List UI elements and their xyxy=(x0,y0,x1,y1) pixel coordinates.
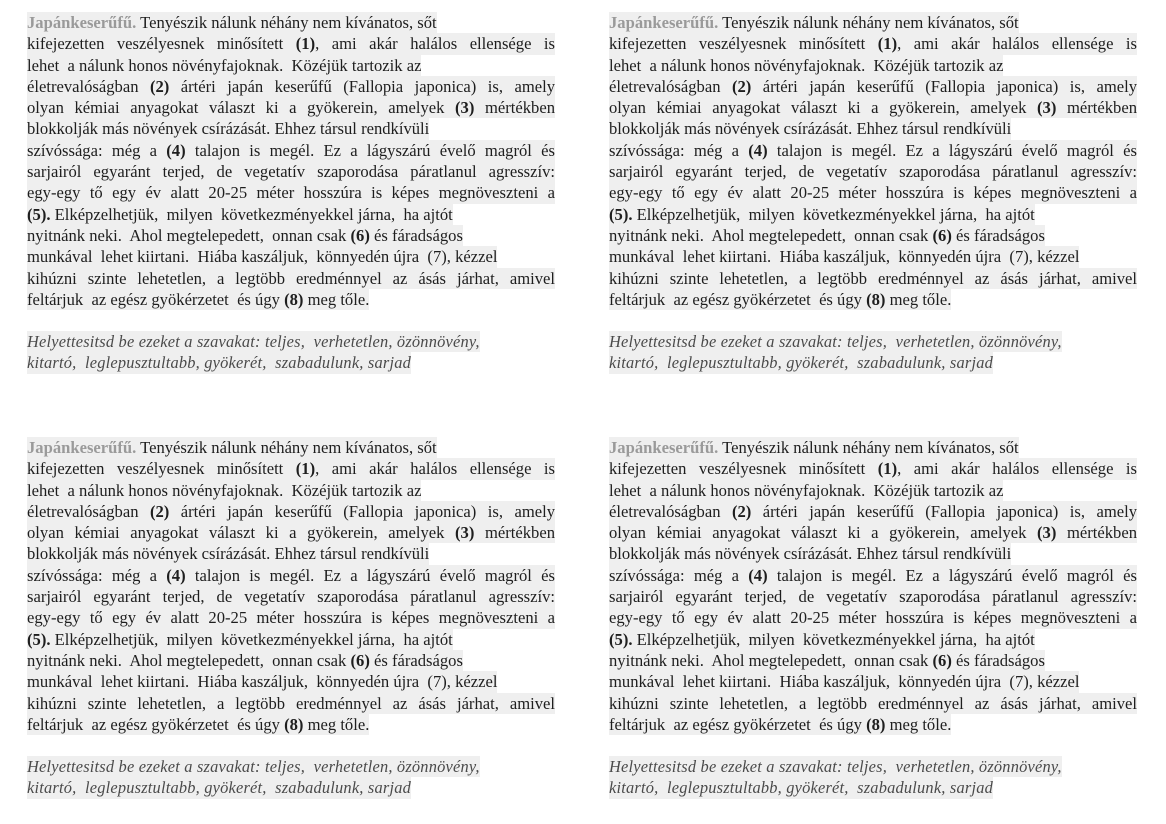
text-segment: életrevalóságban xyxy=(27,76,150,96)
paragraph-line xyxy=(27,501,555,522)
text-segment: mértékben xyxy=(1056,98,1137,118)
exercise-paragraph xyxy=(27,437,567,735)
paragraph-line xyxy=(609,140,1137,161)
text-segment: sarjairól egyaránt terjed, de vegetatív szaporodása páratlanul agresszív: xyxy=(27,162,555,182)
paragraph-line xyxy=(609,543,1011,564)
paragraph-line xyxy=(609,586,1137,607)
text-segment: és fáradságos xyxy=(951,225,1045,245)
text-segment: kifejezetten veszélyesnek minősített xyxy=(27,34,296,54)
exercise-paragraph xyxy=(27,12,567,310)
paragraph-line xyxy=(27,268,555,289)
text-segment: munkával lehet kiirtani. Hiába kaszáljuk, könnyedén újra (7), kézzel xyxy=(27,672,498,692)
word-bank-line: Helyettesitsd be ezeket a szavakat: teljes, verhetetlen, özönnövény, xyxy=(27,757,480,777)
text-segment: , ami akár halálos ellensége is xyxy=(897,459,1137,479)
text-segment: Elképzelhetjük, milyen következményekkel járna, ha ajtót xyxy=(50,204,453,224)
text-segment: blokkolják más növények csírázását. Ehhez társul rendkívüli xyxy=(27,119,430,139)
exercise-paragraph xyxy=(609,437,1149,735)
text-segment: egy-egy tő egy év alatt 20-25 méter hosszúra is képes megnöveszteni a xyxy=(27,183,555,203)
text-segment: ártéri japán keserűfű (Fallopia japonica) is, amely xyxy=(751,501,1137,521)
paragraph-line xyxy=(27,182,555,203)
paragraph-line xyxy=(609,289,951,310)
text-segment: kifejezetten veszélyesnek minősített xyxy=(609,459,878,479)
paragraph-line xyxy=(27,693,555,714)
paragraph-line xyxy=(609,182,1137,203)
text-segment: lehet a nálunk honos növényfajoknak. Közéjük tartozik az xyxy=(27,480,422,500)
text-segment: életrevalóságban xyxy=(609,76,732,96)
exercise-paragraph xyxy=(609,12,1149,310)
text-segment: mértékben xyxy=(474,523,555,543)
text-segment: lehet a nálunk honos növényfajoknak. Közéjük tartozik az xyxy=(27,55,422,75)
text-segment: szívóssága: még a xyxy=(609,140,749,160)
text-segment: talajon is megél. Ez a lágyszárú évelő magról és xyxy=(185,565,555,585)
word-bank-line: Helyettesitsd be ezeket a szavakat: teljes, verhetetlen, özönnövény, xyxy=(609,332,1062,352)
word-bank-instructions xyxy=(27,331,567,374)
paragraph-line xyxy=(27,140,555,161)
text-segment: sarjairól egyaránt terjed, de vegetatív szaporodása páratlanul agresszív: xyxy=(609,162,1137,182)
text-segment: mértékben xyxy=(1056,523,1137,543)
gap-number: (5). xyxy=(609,204,633,224)
text-segment: Elképzelhetjük, milyen következményekkel járna, ha ajtót xyxy=(50,629,453,649)
exercise-block xyxy=(609,12,1149,374)
exercise-title: Japánkeserűfű. xyxy=(609,13,719,32)
gap-number: (3) xyxy=(455,523,475,543)
exercise-block xyxy=(609,437,1149,799)
paragraph-line xyxy=(609,629,1035,650)
text-segment: nyitnánk neki. Ahol megtelepedett, onnan csak xyxy=(609,650,933,670)
paragraph-line xyxy=(27,650,463,671)
paragraph-line xyxy=(27,33,555,54)
gap-number: (6) xyxy=(932,650,952,670)
text-segment: , ami akár halálos ellensége is xyxy=(315,459,555,479)
text-segment: , ami akár halálos ellensége is xyxy=(897,34,1137,54)
text-segment: lehet a nálunk honos növényfajoknak. Közéjük tartozik az xyxy=(609,480,1004,500)
text-segment: Tenyészik nálunk néhány nem kívánatos, sőt xyxy=(136,438,437,457)
gap-number: (3) xyxy=(1037,98,1057,118)
gap-number: (1) xyxy=(295,34,316,54)
text-segment: feltárjuk az egész gyökérzetet és úgy xyxy=(609,289,867,309)
gap-number: (2) xyxy=(731,501,752,521)
text-segment: szívóssága: még a xyxy=(27,140,167,160)
word-bank-instructions xyxy=(609,756,1149,799)
exercise-title: Japánkeserűfű. xyxy=(609,438,719,457)
paragraph-line xyxy=(609,76,1137,97)
text-segment: Tenyészik nálunk néhány nem kívánatos, sőt xyxy=(718,438,1019,457)
text-segment: talajon is megél. Ez a lágyszárú évelő magról és xyxy=(185,140,555,160)
paragraph-line xyxy=(27,629,453,650)
text-segment: ártéri japán keserűfű (Fallopia japonica) is, amely xyxy=(169,501,555,521)
text-segment: nyitnánk neki. Ahol megtelepedett, onnan csak xyxy=(27,650,351,670)
text-segment: meg tőle. xyxy=(303,714,370,734)
word-bank-instructions xyxy=(27,756,567,799)
paragraph-line xyxy=(609,565,1137,586)
gap-number: (6) xyxy=(932,225,952,245)
paragraph-line xyxy=(27,458,555,479)
text-segment: és fáradságos xyxy=(951,650,1045,670)
text-segment: kihúzni szinte lehetetlen, a legtöbb eredménnyel az ásás járhat, amivel xyxy=(27,268,555,288)
paragraph-line xyxy=(609,458,1137,479)
paragraph-line xyxy=(27,246,497,267)
text-segment: kifejezetten veszélyesnek minősített xyxy=(609,34,878,54)
text-segment: olyan kémiai anyagokat választ ki a gyökerein, amelyek xyxy=(27,98,456,118)
gap-number: (8) xyxy=(866,714,886,734)
paragraph-line xyxy=(27,289,369,310)
paragraph-line xyxy=(27,437,437,458)
paragraph-line xyxy=(609,714,951,735)
paragraph-line xyxy=(27,76,555,97)
text-segment: mértékben xyxy=(474,98,555,118)
text-segment: feltárjuk az egész gyökérzetet és úgy xyxy=(27,714,285,734)
gap-number: (3) xyxy=(1037,523,1057,543)
paragraph-line xyxy=(609,55,1003,76)
paragraph-line xyxy=(609,480,1003,501)
gap-number: (1) xyxy=(877,34,898,54)
paragraph-line xyxy=(609,650,1045,671)
text-segment: egy-egy tő egy év alatt 20-25 méter hosszúra is képes megnöveszteni a xyxy=(609,183,1137,203)
paragraph-line xyxy=(609,437,1019,458)
text-segment: meg tőle. xyxy=(303,289,370,309)
paragraph-line xyxy=(27,55,421,76)
gap-number: (1) xyxy=(295,459,316,479)
text-segment: , ami akár halálos ellensége is xyxy=(315,34,555,54)
exercise-block xyxy=(27,437,567,799)
word-bank-line: kitartó, leglepusztultabb, gyökerét, szabadulunk, sarjad xyxy=(609,778,993,798)
paragraph-line xyxy=(609,118,1011,139)
paragraph-line xyxy=(609,607,1137,628)
exercise-title: Japánkeserűfű. xyxy=(27,438,137,457)
exercise-title: Japánkeserűfű. xyxy=(27,13,137,32)
word-bank-line: kitartó, leglepusztultabb, gyökerét, szabadulunk, sarjad xyxy=(609,353,993,373)
paragraph-line xyxy=(609,204,1035,225)
gap-number: (4) xyxy=(748,140,768,160)
word-bank-line: Helyettesitsd be ezeket a szavakat: teljes, verhetetlen, özönnövény, xyxy=(27,332,480,352)
text-segment: munkával lehet kiirtani. Hiába kaszáljuk, könnyedén újra (7), kézzel xyxy=(27,247,498,267)
gap-number: (4) xyxy=(166,140,186,160)
gap-number: (8) xyxy=(866,289,886,309)
paragraph-line xyxy=(609,225,1045,246)
paragraph-line xyxy=(27,565,555,586)
gap-number: (2) xyxy=(149,501,170,521)
text-segment: meg tőle. xyxy=(885,714,952,734)
exercise-block xyxy=(27,12,567,374)
text-segment: meg tőle. xyxy=(885,289,952,309)
paragraph-line xyxy=(609,246,1079,267)
gap-number: (2) xyxy=(731,76,752,96)
paragraph-line xyxy=(609,671,1079,692)
text-segment: Tenyészik nálunk néhány nem kívánatos, sőt xyxy=(136,13,437,32)
paragraph-line xyxy=(27,586,555,607)
gap-number: (3) xyxy=(455,98,475,118)
paragraph-line xyxy=(609,33,1137,54)
text-segment: életrevalóságban xyxy=(27,501,150,521)
text-segment: Elképzelhetjük, milyen következményekkel járna, ha ajtót xyxy=(632,629,1035,649)
gap-number: (6) xyxy=(350,650,370,670)
text-segment: egy-egy tő egy év alatt 20-25 méter hosszúra is képes megnöveszteni a xyxy=(609,608,1137,628)
gap-number: (8) xyxy=(284,289,304,309)
paragraph-line xyxy=(27,204,453,225)
text-segment: kihúzni szinte lehetetlen, a legtöbb eredménnyel az ásás járhat, amivel xyxy=(609,693,1137,713)
text-segment: Elképzelhetjük, milyen következményekkel járna, ha ajtót xyxy=(632,204,1035,224)
word-bank-line: kitartó, leglepusztultabb, gyökerét, szabadulunk, sarjad xyxy=(27,778,411,798)
gap-number: (4) xyxy=(166,565,186,585)
text-segment: talajon is megél. Ez a lágyszárú évelő magról és xyxy=(767,140,1137,160)
text-segment: olyan kémiai anyagokat választ ki a gyökerein, amelyek xyxy=(609,523,1038,543)
paragraph-line xyxy=(609,522,1137,543)
gap-number: (1) xyxy=(877,459,898,479)
text-segment: kifejezetten veszélyesnek minősített xyxy=(27,459,296,479)
text-segment: feltárjuk az egész gyökérzetet és úgy xyxy=(27,289,285,309)
gap-number: (5). xyxy=(609,629,633,649)
paragraph-line xyxy=(609,693,1137,714)
word-bank-line: Helyettesitsd be ezeket a szavakat: teljes, verhetetlen, özönnövény, xyxy=(609,757,1062,777)
text-segment: nyitnánk neki. Ahol megtelepedett, onnan csak xyxy=(27,225,351,245)
text-segment: egy-egy tő egy év alatt 20-25 méter hosszúra is képes megnöveszteni a xyxy=(27,608,555,628)
text-segment: blokkolják más növények csírázását. Ehhez társul rendkívüli xyxy=(609,544,1012,564)
text-segment: kihúzni szinte lehetetlen, a legtöbb eredménnyel az ásás járhat, amivel xyxy=(27,693,555,713)
paragraph-line xyxy=(609,12,1019,33)
text-segment: talajon is megél. Ez a lágyszárú évelő magról és xyxy=(767,565,1137,585)
word-bank-instructions xyxy=(609,331,1149,374)
text-segment: nyitnánk neki. Ahol megtelepedett, onnan csak xyxy=(609,225,933,245)
word-bank-line: kitartó, leglepusztultabb, gyökerét, szabadulunk, sarjad xyxy=(27,353,411,373)
text-segment: olyan kémiai anyagokat választ ki a gyökerein, amelyek xyxy=(27,523,456,543)
text-segment: blokkolják más növények csírázását. Ehhez társul rendkívüli xyxy=(27,544,430,564)
text-segment: blokkolják más növények csírázását. Ehhez társul rendkívüli xyxy=(609,119,1012,139)
text-segment: szívóssága: még a xyxy=(609,565,749,585)
paragraph-line xyxy=(27,607,555,628)
paragraph-line xyxy=(27,671,497,692)
text-segment: szívóssága: még a xyxy=(27,565,167,585)
gap-number: (8) xyxy=(284,714,304,734)
text-segment: ártéri japán keserűfű (Fallopia japonica) is, amely xyxy=(751,76,1137,96)
text-segment: munkával lehet kiirtani. Hiába kaszáljuk, könnyedén újra (7), kézzel xyxy=(609,247,1080,267)
text-segment: ártéri japán keserűfű (Fallopia japonica) is, amely xyxy=(169,76,555,96)
paragraph-line xyxy=(27,714,369,735)
text-segment: olyan kémiai anyagokat választ ki a gyökerein, amelyek xyxy=(609,98,1038,118)
paragraph-line xyxy=(27,225,463,246)
text-segment: munkával lehet kiirtani. Hiába kaszáljuk, könnyedén újra (7), kézzel xyxy=(609,672,1080,692)
gap-number: (4) xyxy=(748,565,768,585)
text-segment: sarjairól egyaránt terjed, de vegetatív szaporodása páratlanul agresszív: xyxy=(609,587,1137,607)
text-segment: lehet a nálunk honos növényfajoknak. Közéjük tartozik az xyxy=(609,55,1004,75)
text-segment: kihúzni szinte lehetetlen, a legtöbb eredménnyel az ásás járhat, amivel xyxy=(609,268,1137,288)
paragraph-line xyxy=(27,480,421,501)
text-segment: feltárjuk az egész gyökérzetet és úgy xyxy=(609,714,867,734)
text-segment: sarjairól egyaránt terjed, de vegetatív szaporodása páratlanul agresszív: xyxy=(27,587,555,607)
paragraph-line xyxy=(27,161,555,182)
paragraph-line xyxy=(27,97,555,118)
text-segment: és fáradságos xyxy=(369,650,463,670)
gap-number: (2) xyxy=(149,76,170,96)
gap-number: (6) xyxy=(350,225,370,245)
paragraph-line xyxy=(609,97,1137,118)
text-segment: és fáradságos xyxy=(369,225,463,245)
paragraph-line xyxy=(27,543,429,564)
paragraph-line xyxy=(27,118,429,139)
paragraph-line xyxy=(27,522,555,543)
text-segment: életrevalóságban xyxy=(609,501,732,521)
paragraph-line xyxy=(27,12,437,33)
gap-number: (5). xyxy=(27,204,51,224)
paragraph-line xyxy=(609,501,1137,522)
paragraph-line xyxy=(609,161,1137,182)
text-segment: Tenyészik nálunk néhány nem kívánatos, sőt xyxy=(718,13,1019,32)
gap-number: (5). xyxy=(27,629,51,649)
paragraph-line xyxy=(609,268,1137,289)
